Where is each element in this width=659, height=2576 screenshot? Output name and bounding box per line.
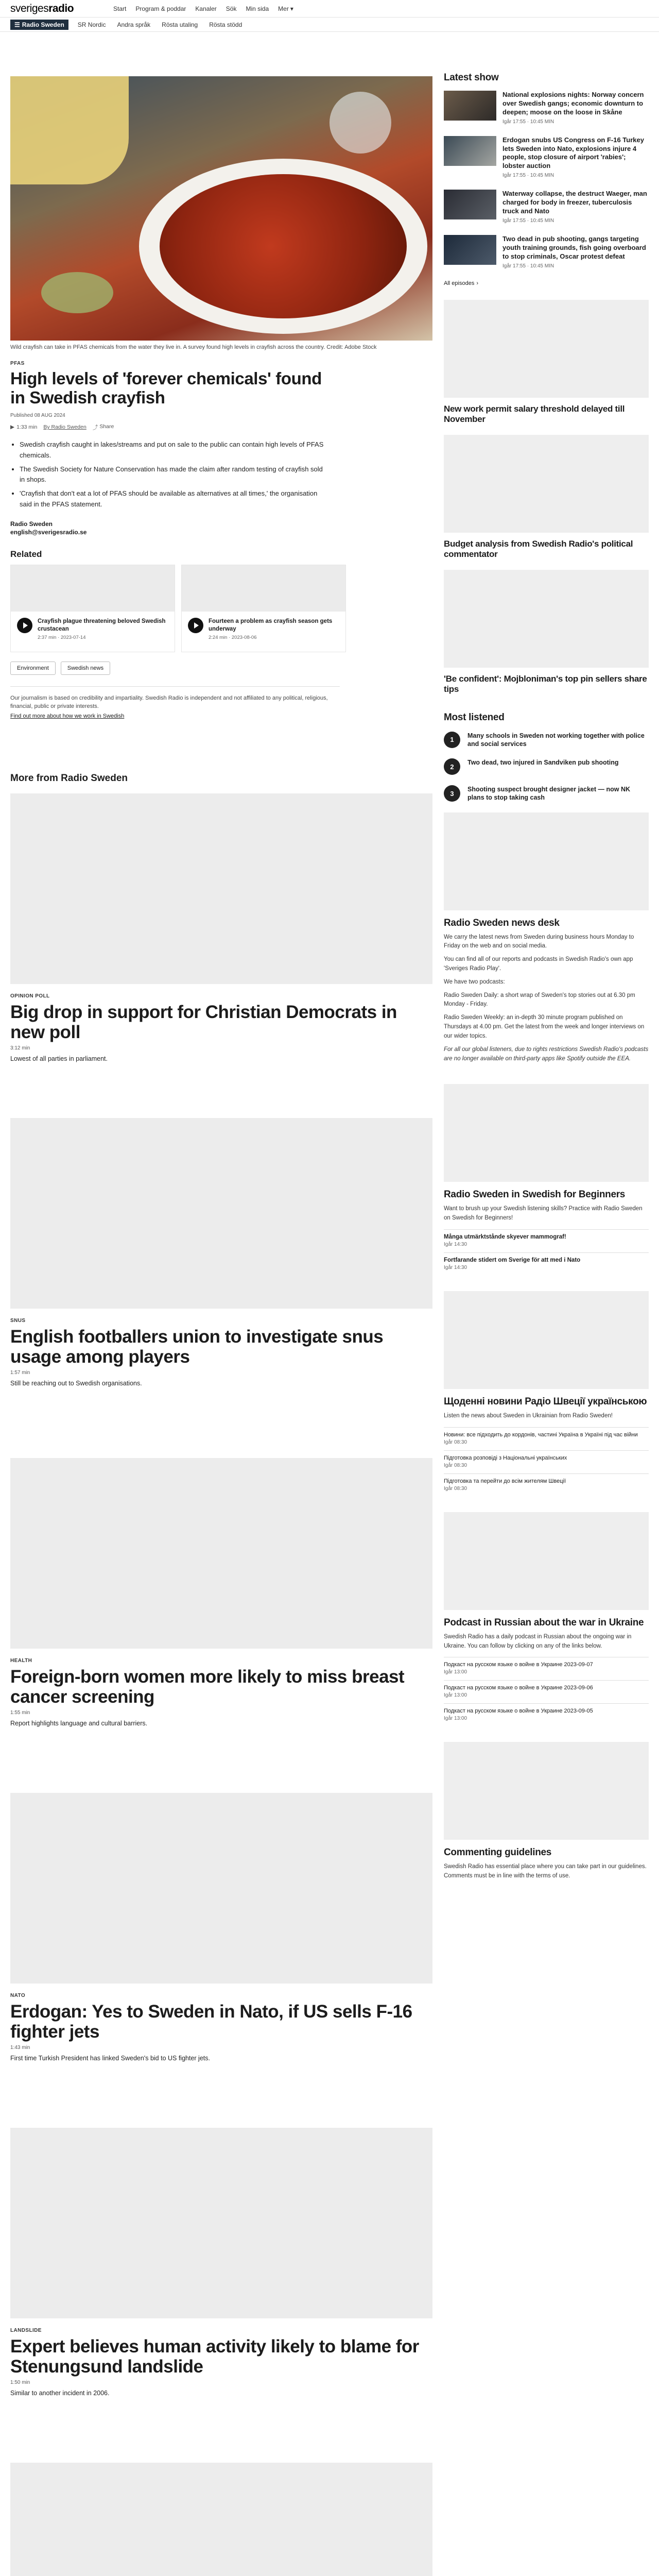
item-time: Igår 08:30	[444, 1462, 467, 1468]
latest-item[interactable]	[444, 91, 649, 125]
subnav-item-4[interactable]: Rösta stödd	[209, 21, 242, 28]
latest-time: Igår 17:55 · 10:45 MIN	[502, 173, 554, 179]
promo-image	[444, 570, 649, 668]
most-title: Two dead, two injured in Sandviken pub shooting	[467, 759, 619, 767]
menu-icon: ☰	[14, 21, 20, 28]
more-heading: More from Radio Sweden	[10, 773, 128, 784]
latest-thumbnail	[444, 91, 496, 121]
russian-image	[444, 1512, 649, 1610]
most-title: Many schools in Sweden not working together with police and social services	[467, 732, 645, 748]
bullet-item: • The Swedish Society for Nature Conservation has made the claim after random testing of crayfish sold in shops.	[20, 464, 330, 486]
story-lede: Still be reaching out to Swedish organisations.	[10, 1380, 142, 1387]
related-card[interactable]	[10, 565, 175, 652]
story-lede: First time Turkish President has linked Sweden's bid to US fighter jets.	[10, 2055, 210, 2062]
story-duration: 1:43 min	[10, 2045, 30, 2051]
beginners-image	[444, 1084, 649, 1182]
story-card[interactable]	[10, 1458, 432, 1727]
item-title: Підготовка та перейти до всім жителям Швеції	[444, 1478, 566, 1484]
story-image	[10, 2463, 432, 2576]
paragraph: For all our global listeners, due to rights restrictions Swedish Radio's podcasts are no longer available on third-party apps like Spotify outside the EEA.	[444, 1046, 649, 1062]
story-card[interactable]	[10, 793, 432, 1062]
ukrainian-image	[444, 1291, 649, 1389]
story-card[interactable]	[10, 2128, 432, 2397]
ukrainian-heading: Щоденні новини Радіо Швеції українською	[444, 1396, 647, 1407]
story-card[interactable]	[10, 1118, 432, 1387]
item-time: Igår 13:00	[444, 1692, 467, 1699]
footnote-link[interactable]: Find out more about how we work in Swedish	[10, 713, 125, 719]
related-date: 2:24 min · 2023-08-06	[209, 634, 257, 640]
related-card[interactable]	[181, 565, 346, 652]
most-listened-item[interactable]	[444, 732, 649, 749]
ukrainian-item[interactable]	[444, 1427, 649, 1445]
story-tag[interactable]: OPINION POLL	[10, 993, 50, 999]
story-card[interactable]	[10, 1793, 432, 2062]
related-thumbnail	[11, 565, 175, 612]
play-icon[interactable]	[188, 618, 203, 633]
story-title[interactable]: Foreign-born women more likely to miss breast cancer screening	[10, 1667, 405, 1707]
story-lede: Lowest of all parties in parliament.	[10, 1055, 108, 1063]
latest-title: National explosions nights: Norway concern over Swedish gangs; economic downturn to deepen; moose on the loose in Skåne	[502, 91, 644, 116]
item-title: Många utmärktstånde skyever mammograf!	[444, 1233, 566, 1240]
story-image	[10, 1118, 432, 1309]
author-email[interactable]: english@sverigesradio.se	[10, 528, 87, 536]
subnav-item-2[interactable]: Andra språk	[117, 21, 151, 28]
latest-thumbnail	[444, 235, 496, 265]
hero-caption: Wild crayfish can take in PFAS chemicals from the water they live in. A survey found high levels in crayfish across the country. Credit: Adobe Stock	[10, 344, 377, 350]
related-thumbnail	[182, 565, 345, 612]
nav-item-start[interactable]: Start	[113, 5, 127, 12]
most-title: Shooting suspect brought designer jacket — now NK plans to stop taking cash	[467, 786, 630, 802]
latest-thumbnail	[444, 136, 496, 166]
latest-time: Igår 17:55 · 10:45 MIN	[502, 263, 554, 269]
news-desk-heading: Radio Sweden news desk	[444, 917, 560, 928]
most-listened-item[interactable]	[444, 785, 649, 802]
latest-item[interactable]	[444, 190, 649, 224]
item-time: Igår 13:00	[444, 1669, 467, 1675]
related-heading: Related	[10, 549, 42, 559]
item-time: Igår 14:30	[444, 1241, 467, 1247]
sveriges-radio-logo[interactable]: sveriges radio	[10, 2, 74, 14]
story-title[interactable]: Big drop in support for Christian Democrats in new poll	[10, 1002, 397, 1043]
latest-item[interactable]	[444, 136, 649, 179]
chevron-down-icon: ▾	[290, 5, 293, 12]
arrow-right-icon: ›	[476, 280, 478, 286]
latest-title: Erdogan snubs US Congress on F-16 Turkey lets Sweden into Nato, explosions injure 4 people, stop closure of airport 'rabies'; lobster auction	[502, 135, 644, 170]
story-duration: 3:12 min	[10, 1045, 30, 1052]
russian-heading: Podcast in Russian about the war in Ukraine	[444, 1617, 644, 1628]
latest-item[interactable]	[444, 235, 649, 269]
paragraph: Radio Sweden Weekly: an in-depth 30 minute program published on Thursdays at 4.00 pm. Get the latest from the week and longer interviews on our wider topics.	[444, 1014, 645, 1039]
promo-image	[444, 300, 649, 398]
story-card[interactable]	[10, 2463, 432, 2576]
story-duration: 1:50 min	[10, 2380, 30, 2386]
beginners-item[interactable]	[444, 1252, 649, 1270]
beginners-item[interactable]	[444, 1229, 649, 1247]
russian-item[interactable]	[444, 1703, 649, 1721]
related-date: 2:37 min · 2023-07-14	[38, 634, 86, 640]
paragraph: We carry the latest news from Sweden during business hours Monday to Friday on the web and on social media.	[444, 934, 634, 950]
rank-badge: 3	[444, 785, 460, 802]
share-button[interactable]: ⤴ Share	[92, 423, 114, 431]
item-time: Igår 13:00	[444, 1716, 467, 1722]
item-time: Igår 08:30	[444, 1485, 467, 1492]
russian-item[interactable]	[444, 1657, 649, 1675]
ukrainian-item[interactable]	[444, 1450, 649, 1468]
story-title[interactable]: English footballers union to investigate snus usage among players	[10, 1327, 384, 1367]
story-lede: Report highlights language and cultural barriers.	[10, 1720, 148, 1727]
tag-button[interactable]: Environment	[10, 662, 56, 675]
item-title: Подкаст на русском языке о войне в Украине 2023-09-06	[444, 1685, 593, 1691]
latest-time: Igår 17:55 · 10:45 MIN	[502, 217, 554, 224]
published-date: Published 08 AUG 2024	[10, 412, 65, 418]
story-tag[interactable]: HEALTH	[10, 1658, 32, 1664]
news-desk-image	[444, 812, 649, 910]
story-image	[10, 1793, 432, 1984]
story-title[interactable]: Erdogan: Yes to Sweden in Nato, if US sells F-16 fighter jets	[10, 2002, 412, 2042]
story-duration: 1:55 min	[10, 1710, 30, 1716]
play-icon[interactable]	[17, 618, 32, 633]
beginners-heading: Radio Sweden in Swedish for Beginners	[444, 1189, 626, 1200]
paragraph: You can find all of our reports and podcasts in Swedish Radio's own app 'Sveriges Radio Play'.	[444, 956, 633, 972]
promo-title[interactable]: Budget analysis from Swedish Radio's political commentator	[444, 538, 633, 559]
promo-image	[444, 435, 649, 533]
most-listened-heading: Most listened	[444, 711, 505, 723]
item-time: Igår 14:30	[444, 1264, 467, 1270]
bullet-item: • 'Crayfish that don't eat a lot of PFAS should be available as alternatives at all times,' the organisation said in the PFAS statement.	[20, 488, 330, 510]
story-duration: 1:57 min	[10, 1370, 30, 1376]
story-tag[interactable]: NATO	[10, 1993, 26, 1998]
subnav-item-3[interactable]: Rösta utaling	[162, 21, 198, 28]
radio-sweden-tab[interactable]: ☰ Radio Sweden	[10, 20, 68, 30]
rank-badge: 2	[444, 758, 460, 775]
latest-thumbnail	[444, 190, 496, 219]
article-tag[interactable]: PFAS	[10, 361, 25, 366]
guidelines-image	[444, 1742, 649, 1840]
latest-title: Waterway collapse, the destruct Waeger, man charged for body in freezer, tuberculosis truck and Nato	[502, 190, 647, 215]
story-image	[10, 1458, 432, 1649]
item-title: Fortfarande stidert om Sverige för att med i Nato	[444, 1257, 581, 1263]
ukrainian-item[interactable]	[444, 1473, 649, 1492]
bullet-item: • Swedish crayfish caught in lakes/streams and put on sale to the public can contain high levels of PFAS chemicals.	[20, 439, 330, 461]
latest-show-heading: Latest show	[444, 72, 499, 83]
nav-item-min-sida[interactable]: Min sida	[246, 5, 269, 12]
story-image	[10, 793, 432, 984]
author-name: Radio Sweden	[10, 520, 53, 528]
tag-button[interactable]: Swedish news	[61, 662, 110, 675]
guidelines-heading: Commenting guidelines	[444, 1847, 552, 1858]
latest-title: Two dead in pub shooting, gangs targeting youth training grounds, fish going overboard to stop criminals, Oscar protest defeat	[502, 234, 646, 260]
beginners-text: Want to brush up your Swedish listening skills? Practice with Radio Sweden on Swedish for Beginners!	[444, 1206, 643, 1222]
story-tag[interactable]: SNUS	[10, 1318, 26, 1324]
russian-item[interactable]	[444, 1680, 649, 1698]
subnav-item-1[interactable]: SR Nordic	[77, 21, 106, 28]
related-title: Fourteen a problem as crayfish season gets underway	[209, 618, 333, 632]
play-icon[interactable]: ▶ 1:33 min	[10, 424, 38, 431]
hero-image-crayfish	[10, 76, 432, 341]
story-title[interactable]: Expert believes human activity likely to blame for Stenungsund landslide	[10, 2336, 419, 2377]
article-bullets	[10, 439, 330, 510]
related-title: Crayfish plague threatening beloved Swedish crustacean	[38, 618, 166, 632]
rank-badge: 1	[444, 732, 460, 748]
story-tag[interactable]: LANDSLIDE	[10, 2328, 42, 2333]
share-icon: ⤴	[92, 424, 98, 431]
latest-time: Igår 17:55 · 10:45 MIN	[502, 118, 554, 125]
paragraph: Radio Sweden Daily: a short wrap of Sweden's top stories out at 6.30 pm Monday - Friday.	[444, 992, 635, 1008]
item-time: Igår 08:30	[444, 1439, 467, 1445]
item-title: Подкаст на русском языке о войне в Украине 2023-09-07	[444, 1662, 593, 1668]
footnote: Our journalism is based on credibility and impartiality. Swedish Radio is independent and not affiliated to any political, religious, financial, public or private interests.	[10, 686, 340, 711]
top-bar	[0, 0, 659, 18]
item-title: Новини: все підходить до кордонів, частині Україна в Україні під час війни	[444, 1431, 638, 1438]
promo-title[interactable]: 'Be confident': Mojbloniman's top pin sellers share tips	[444, 673, 647, 694]
secondary-bar	[0, 18, 659, 32]
article-meta	[10, 423, 432, 431]
main-nav	[113, 5, 293, 12]
author-link[interactable]: By Radio Sweden	[43, 424, 86, 431]
paragraph: We have two podcasts:	[444, 978, 505, 985]
all-episodes-link[interactable]: All episodes ›	[444, 280, 478, 286]
promo-title[interactable]: New work permit salary threshold delayed till November	[444, 403, 625, 424]
news-desk-text	[444, 933, 649, 1064]
nav-item-sok[interactable]: Sök	[226, 5, 237, 12]
article-title: High levels of 'forever chemicals' found in Swedish crayfish	[10, 369, 322, 407]
item-title: Підготовка розповіді з Національні українських	[444, 1454, 567, 1461]
most-listened-item[interactable]	[444, 758, 649, 775]
russian-text: Swedish Radio has a daily podcast in Russian about the ongoing war in Ukraine. You can follow by clicking on any of the links below.	[444, 1633, 632, 1649]
story-image	[10, 2128, 432, 2318]
nav-item-kanaler[interactable]: Kanaler	[195, 5, 217, 12]
secondary-nav	[78, 21, 242, 28]
ukrainian-text: Listen the news about Sweden in Ukrainian from Radio Sweden!	[444, 1412, 613, 1419]
nav-item-mer[interactable]: Mer ▾	[278, 5, 293, 12]
guidelines-text: Swedish Radio has essential place where you can take part in our guidelines. Comments must be in line with the terms of use.	[444, 1863, 647, 1879]
story-lede: Similar to another incident in 2006.	[10, 2389, 110, 2397]
nav-item-program[interactable]: Program & poddar	[135, 5, 186, 12]
item-title: Подкаст на русском языке о войне в Украине 2023-09-05	[444, 1708, 593, 1715]
